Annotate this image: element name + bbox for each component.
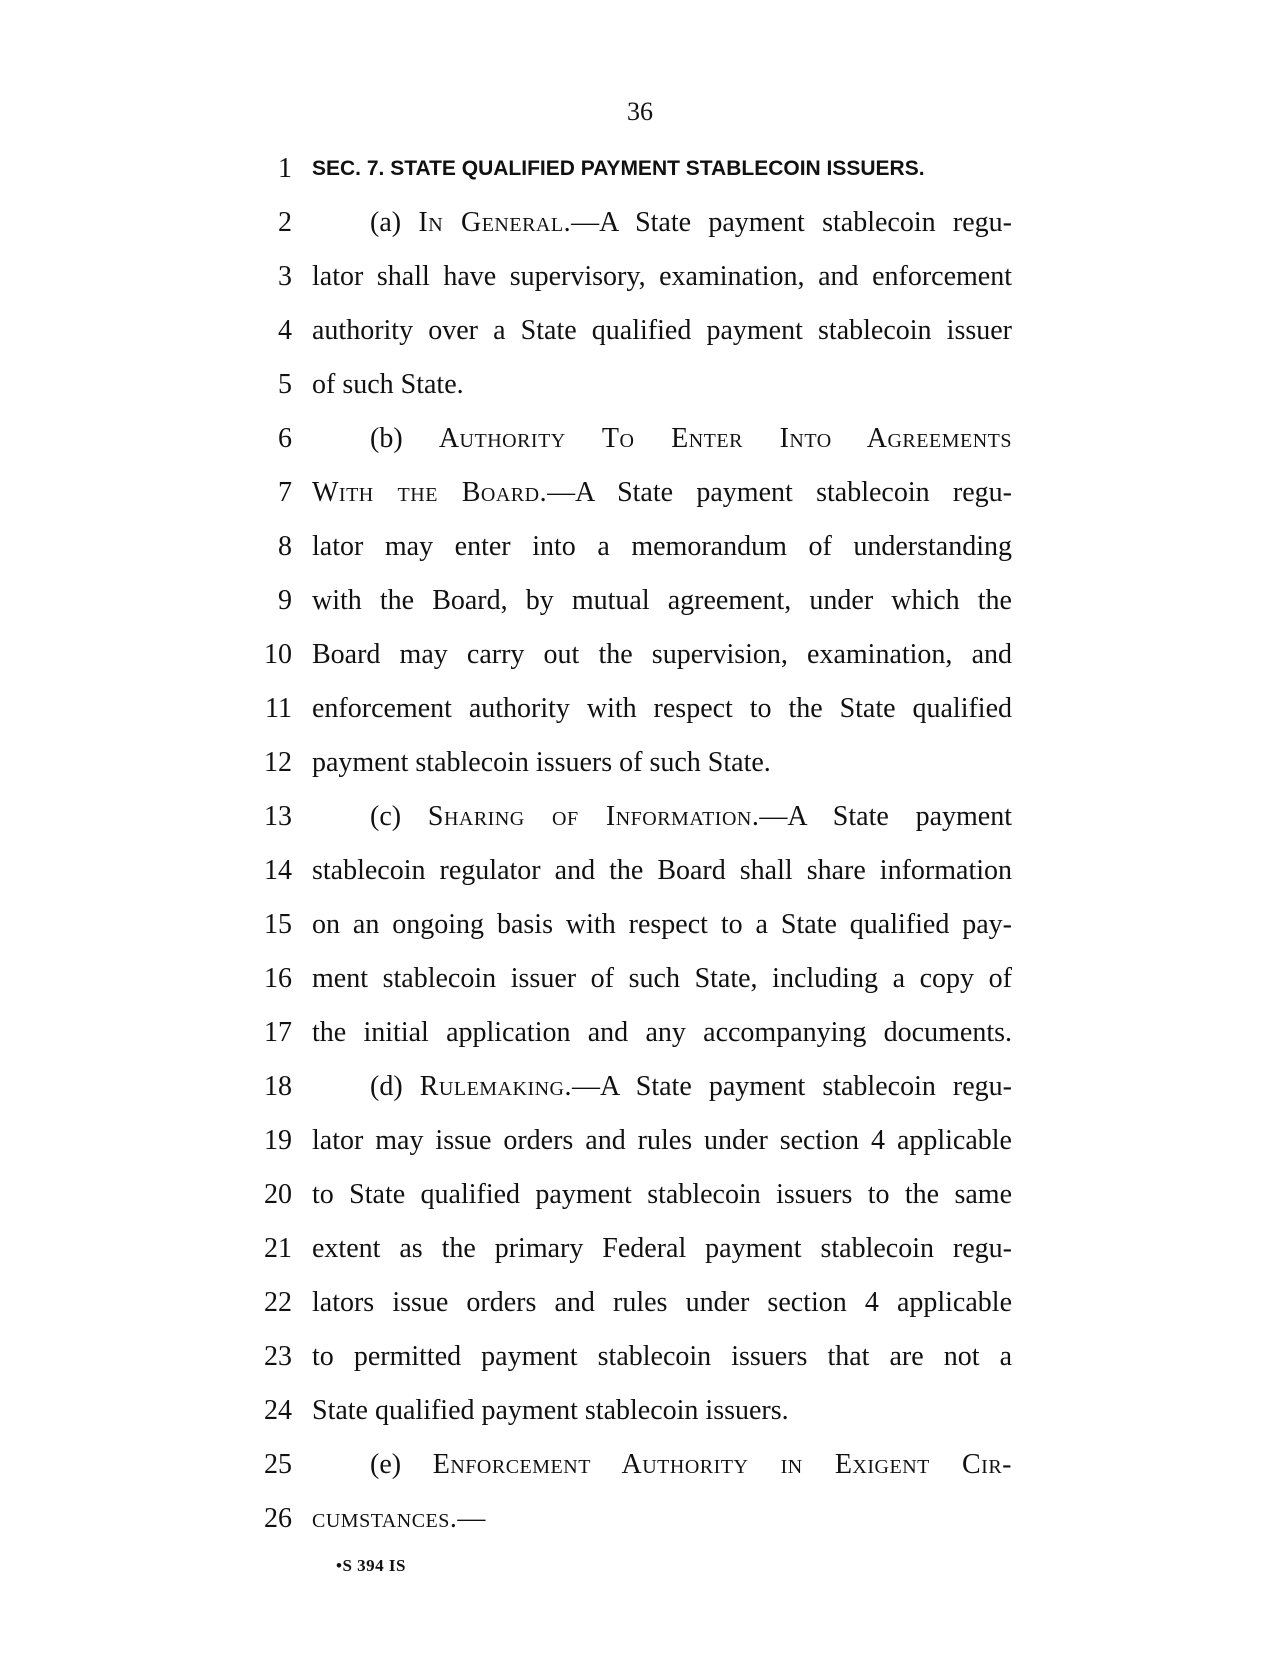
line-number: 14: [264, 855, 292, 886]
line-text: [312, 1492, 1012, 1546]
line-text: —A State payment stablecoin regu-: [571, 207, 1012, 238]
line-number: 2: [278, 207, 292, 238]
section-heading: SEC. 7. STATE QUALIFIED PAYMENT STABLECOIN ISSUERS.: [312, 157, 925, 180]
subsection-caption: Sharing of Information.: [427, 801, 760, 832]
bill-identifier: •S 394 IS: [336, 1556, 406, 1575]
line-text: stablecoin regulator and the Board shall share information: [312, 855, 1012, 886]
page-number: 36: [627, 97, 653, 126]
line-number: 4: [278, 315, 292, 346]
line-number: 7: [278, 477, 292, 508]
line-text: extent as the primary Federal payment stablecoin regu-: [312, 1233, 1012, 1264]
line-number: 6: [278, 423, 292, 454]
line-number: 18: [264, 1071, 292, 1102]
subsection-caption: With the Board.: [312, 477, 548, 508]
subsection-label: (b): [370, 423, 439, 454]
line-number: 24: [264, 1395, 292, 1426]
subsection-caption: Authority To Enter Into Agreements: [438, 423, 1012, 454]
line-text: —A State payment: [759, 801, 1012, 832]
line-text: [312, 466, 1012, 520]
line-number: 11: [265, 693, 292, 724]
line-number: 12: [264, 747, 292, 778]
subsection-label: (d): [370, 1071, 420, 1102]
line-text: authority over a State qualified payment stablecoin issuer: [312, 315, 1012, 346]
line-number: 16: [264, 963, 292, 994]
line-number: 26: [264, 1503, 292, 1534]
line-text: the initial application and any accompanying documents.: [312, 1017, 1012, 1048]
subsection-caption: Rulemaking.: [419, 1071, 573, 1102]
line-number: 5: [278, 369, 292, 400]
line-number: 9: [278, 585, 292, 616]
line-text: Board may carry out the supervision, examination, and: [312, 639, 1012, 670]
line-text: on an ongoing basis with respect to a State qualified pay-: [312, 909, 1012, 940]
subsection-label: (c): [370, 801, 428, 832]
line-text: to State qualified payment stablecoin issuers to the same: [312, 1179, 1012, 1210]
subsection-d-start: [370, 1060, 1012, 1114]
line-text: lator shall have supervisory, examination, and enforcement: [312, 261, 1012, 292]
line-number: 19: [264, 1125, 292, 1156]
line-number: 10: [264, 639, 292, 670]
line-number: 22: [264, 1287, 292, 1318]
subsection-label: (a): [370, 207, 419, 238]
subsection-e-start: [370, 1438, 1012, 1492]
text-line-26: [0, 1502, 1280, 1556]
subsection-c-start: [370, 790, 1012, 844]
line-text: ment stablecoin issuer of such State, including a copy of: [312, 963, 1012, 994]
subsection-caption: Enforcement Authority in Exigent Cir-: [432, 1449, 1013, 1480]
line-text: —: [457, 1503, 486, 1534]
line-number: 25: [264, 1449, 292, 1480]
subsection-label: (e): [370, 1449, 433, 1480]
line-number: 1: [278, 153, 292, 184]
line-text: with the Board, by mutual agreement, under which the: [312, 585, 1012, 616]
subsection-caption: In General.: [418, 207, 572, 238]
subsection-b-start: [370, 412, 1012, 466]
line-number: 23: [264, 1341, 292, 1372]
line-text: —A State payment stablecoin regu-: [572, 1071, 1012, 1102]
line-number: 8: [278, 531, 292, 562]
line-text: of such State.: [312, 369, 464, 400]
line-number: 21: [264, 1233, 292, 1264]
line-text: to permitted payment stablecoin issuers that are not a: [312, 1341, 1012, 1372]
line-text: enforcement authority with respect to the State qualified: [312, 693, 1012, 724]
line-number: 20: [264, 1179, 292, 1210]
subsection-a-start: [370, 196, 1012, 250]
line-text: —A State payment stablecoin regu-: [547, 477, 1012, 508]
line-text: State qualified payment stablecoin issuers.: [312, 1395, 789, 1426]
line-text: lator may issue orders and rules under section 4 applicable: [312, 1125, 1012, 1156]
line-text: payment stablecoin issuers of such State.: [312, 747, 771, 778]
line-text: lators issue orders and rules under section 4 applicable: [312, 1287, 1012, 1318]
line-number: 15: [264, 909, 292, 940]
line-number: 17: [264, 1017, 292, 1048]
subsection-caption: cumstances.: [312, 1503, 458, 1534]
line-text: lator may enter into a memorandum of understanding: [312, 531, 1012, 562]
line-number: 3: [278, 261, 292, 292]
line-number: 13: [264, 801, 292, 832]
